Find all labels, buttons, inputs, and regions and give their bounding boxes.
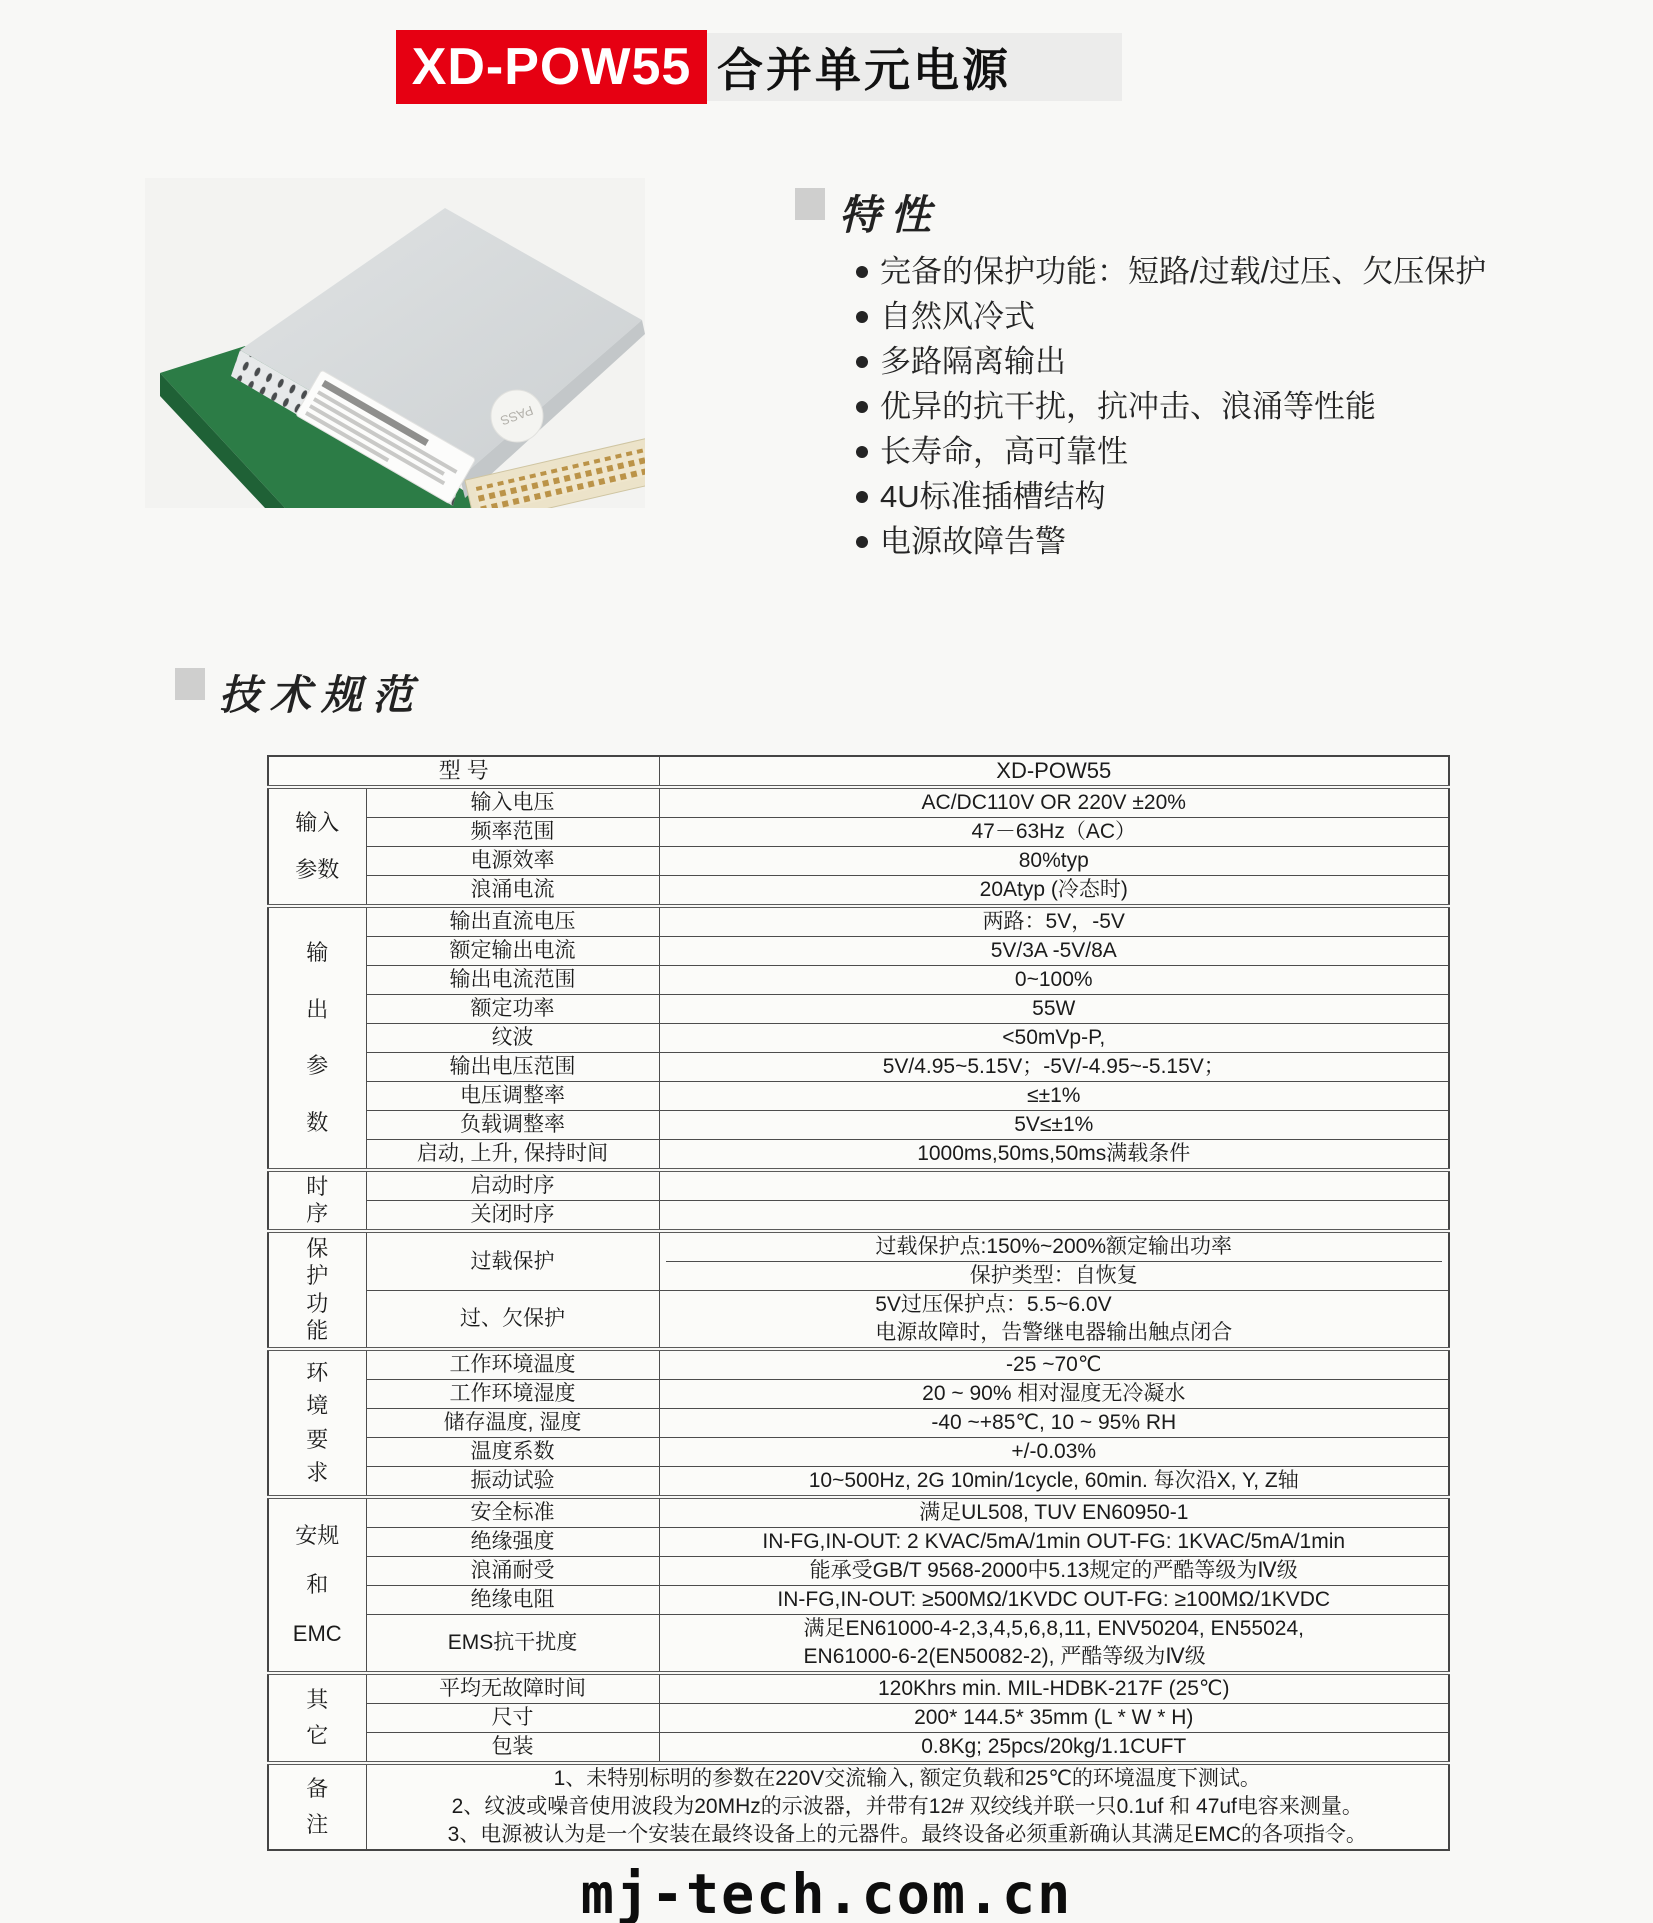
spec-group-line: EMC (292, 1621, 342, 1646)
table-row (268, 787, 1449, 818)
spec-value: 20Atyp (冷态时) (659, 876, 1449, 907)
spec-group-line: 功 (306, 1290, 329, 1316)
bullet-icon (856, 356, 868, 368)
feature-text: 电源故障告警 (880, 524, 1066, 559)
bullet-icon (856, 491, 868, 503)
table-row (268, 906, 1449, 937)
spec-param: 输出直流电压 (366, 906, 659, 937)
spec-group-line: 安规 (295, 1523, 340, 1548)
table-row (268, 756, 1449, 787)
spec-group-line: 时 (306, 1174, 329, 1199)
remark-line: 1、未特别标明的参数在220V交流输入, 额定负载和25℃的环境温度下测试。 (553, 1767, 1261, 1790)
spec-group-line: 保 (306, 1235, 329, 1261)
feature-text: 优异的抗干扰，抗冲击、浪涌等性能 (880, 389, 1376, 424)
table-row (268, 1409, 1449, 1438)
spec-value: ≤±1% (659, 1082, 1449, 1111)
spec-param: 输入电压 (366, 787, 659, 818)
table-row (268, 1467, 1449, 1498)
spec-value (659, 1201, 1449, 1232)
feature-text: 自然风冷式 (880, 299, 1035, 334)
bullet-icon (856, 401, 868, 413)
spec-group (268, 787, 366, 906)
spec-value-line: 满足EN61000-4-2,3,4,5,6,8,11, ENV50204, EN55024, (803, 1617, 1304, 1640)
spec-group-line: 出 (306, 996, 329, 1022)
feature-text: 长寿命，高可靠性 (880, 434, 1128, 469)
spec-group-text (269, 1351, 366, 1495)
table-row (268, 1349, 1449, 1380)
spec-value: 55W (659, 995, 1449, 1024)
table-row (268, 1231, 1449, 1291)
feature-text: 多路隔离输出 (880, 344, 1066, 379)
svg-text:PASS: PASS (498, 402, 536, 429)
table-row (268, 847, 1449, 876)
spec-value: 47－63Hz（AC） (659, 818, 1449, 847)
spec-param: 电源效率 (366, 847, 659, 876)
table-row (268, 1053, 1449, 1082)
features-bullet-icon (795, 188, 825, 220)
table-row (268, 1763, 1449, 1850)
spec-param: EMS抗干扰度 (366, 1615, 659, 1674)
bullet-icon (856, 536, 868, 548)
spec-group-line: 参 (306, 1053, 329, 1079)
spec-value: 能承受GB/T 9568-2000中5.13规定的严酷等级为Ⅳ级 (659, 1557, 1449, 1586)
spec-value: AC/DC110V OR 220V ±20% (659, 787, 1449, 818)
remark-line: 2、纹波或噪音使用波段为20MHz的示波器，并带有12# 双绞线并联一只0.1uf 和 47uf电容来测量。 (451, 1795, 1363, 1818)
feature-item (856, 381, 1576, 426)
spec-group-line: 其 (306, 1686, 329, 1712)
table-row (268, 1201, 1449, 1232)
feature-item (856, 516, 1576, 561)
spec-param: 浪涌耐受 (366, 1557, 659, 1586)
bullet-icon (856, 311, 868, 323)
spec-param: 工作环境温度 (366, 1349, 659, 1380)
spec-param: 输出电压范围 (366, 1053, 659, 1082)
spec-value: XD-POW55 (659, 756, 1449, 787)
table-row (268, 937, 1449, 966)
spec-param: 额定输出电流 (366, 937, 659, 966)
table-row (268, 1704, 1449, 1733)
spec-value: 0~100% (659, 966, 1449, 995)
spec-value (659, 1615, 1449, 1674)
feature-item (856, 336, 1576, 381)
table-row (268, 995, 1449, 1024)
spec-param: 温度系数 (366, 1438, 659, 1467)
spec-value: 两路：5V，-5V (659, 906, 1449, 937)
spec-group-line: 它 (306, 1723, 329, 1749)
spec-group-line: 注 (306, 1812, 329, 1837)
spec-group-line: 参数 (295, 856, 340, 882)
spec-value: +/-0.03% (659, 1438, 1449, 1467)
spec-value: 10~500Hz, 2G 10min/1cycle, 60min. 每次沿X, Y, Z轴 (659, 1467, 1449, 1498)
features-list (856, 246, 1576, 561)
spec-value: IN-FG,IN-OUT: 2 KVAC/5mA/1min OUT-FG: 1KVAC/5mA/1min (659, 1528, 1449, 1557)
table-row (268, 1615, 1449, 1674)
spec-value-line: 5V过压保护点：5.5~6.0V (875, 1293, 1112, 1316)
spec-group (268, 1673, 366, 1763)
table-row (268, 1733, 1449, 1764)
table-row (268, 1082, 1449, 1111)
features-title: 特性 (839, 191, 941, 239)
table-row (268, 1380, 1449, 1409)
model-badge: XD-POW55 (396, 30, 707, 104)
features-section-header (795, 182, 941, 241)
spec-value: 200* 144.5* 35mm (L * W * H) (659, 1704, 1449, 1733)
spec-group-line: 境 (306, 1393, 329, 1419)
spec-value: 5V/3A -5V/8A (659, 937, 1449, 966)
table-row (268, 1111, 1449, 1140)
spec-param: 工作环境湿度 (366, 1380, 659, 1409)
spec-group-text (269, 1233, 366, 1347)
table-row (268, 876, 1449, 907)
spec-param: 纹波 (366, 1024, 659, 1053)
spec-group-text (269, 789, 366, 904)
feature-text: 完备的保护功能：短路/过载/过压、欠压保护 (880, 254, 1487, 289)
spec-param: 浪涌电流 (366, 876, 659, 907)
table-row (268, 1528, 1449, 1557)
spec-param: 频率范围 (366, 818, 659, 847)
spec-table (267, 755, 1450, 1851)
spec-param: 安全标准 (366, 1497, 659, 1528)
spec-group-line: 输入 (295, 810, 340, 836)
spec-group-line: 环 (306, 1359, 329, 1385)
spec-group-line: 和 (306, 1572, 329, 1597)
spec-group-line: 求 (306, 1460, 329, 1486)
spec-param: 额定功率 (366, 995, 659, 1024)
spec-group-line: 要 (306, 1426, 329, 1452)
spec-value: 80%typ (659, 847, 1449, 876)
spec-group-text (269, 1675, 366, 1761)
table-row (268, 1291, 1449, 1350)
spec-param: 过、欠保护 (366, 1291, 659, 1350)
spec-value: 20 ~ 90% 相对湿度无冷凝水 (659, 1380, 1449, 1409)
spec-value: 0.8Kg; 25pcs/20kg/1.1CUFT (659, 1733, 1449, 1764)
table-row (268, 1586, 1449, 1615)
spec-group (268, 1170, 366, 1231)
spec-group-text (269, 1765, 366, 1849)
spec-group-line: 数 (306, 1110, 329, 1136)
specs-bullet-icon (175, 668, 205, 700)
footer-url: mj-tech.com.cn (580, 1862, 1073, 1923)
device-illustration (145, 178, 645, 508)
spec-param: 包装 (366, 1733, 659, 1764)
spec-value (659, 1231, 1449, 1291)
spec-group-line: 能 (306, 1318, 329, 1344)
spec-group-line: 输 (306, 939, 329, 965)
spec-group-line: 备 (306, 1776, 329, 1801)
spec-value-block (875, 1291, 1232, 1347)
spec-group (268, 1497, 366, 1673)
specs-title: 技术规范 (219, 671, 423, 719)
spec-param: 电压调整率 (366, 1082, 659, 1111)
page-title-text: 合并单元电源 (707, 33, 1122, 101)
spec-param: 振动试验 (366, 1467, 659, 1498)
spec-group-line: 护 (306, 1263, 329, 1289)
table-row (268, 1024, 1449, 1053)
spec-value: 120Khrs min. MIL-HDBK-217F (25℃) (659, 1673, 1449, 1704)
spec-param: 关闭时序 (366, 1201, 659, 1232)
spec-group-text (269, 1172, 366, 1229)
feature-item (856, 426, 1576, 471)
spec-value-line: 过载保护点:150%~200%额定输出功率 (875, 1235, 1233, 1258)
spec-value-line: 保护类型：自恢复 (666, 1261, 1443, 1290)
bullet-icon (856, 446, 868, 458)
spec-value: -40 ~+85℃, 10 ~ 95% RH (659, 1409, 1449, 1438)
spec-value: 满足UL508, TUV EN60950-1 (659, 1497, 1449, 1528)
feature-text: 4U标准插槽结构 (880, 479, 1106, 514)
spec-value: 5V≤±1% (659, 1111, 1449, 1140)
spec-param: 储存温度, 湿度 (366, 1409, 659, 1438)
spec-value: 1000ms,50ms,50ms满载条件 (659, 1140, 1449, 1171)
spec-param: 启动时序 (366, 1170, 659, 1201)
spec-param: 绝缘强度 (366, 1528, 659, 1557)
spec-param: 负载调整率 (366, 1111, 659, 1140)
bullet-icon (856, 266, 868, 278)
spec-group (268, 1763, 366, 1850)
spec-param: 尺寸 (366, 1704, 659, 1733)
feature-item (856, 291, 1576, 336)
spec-value: IN-FG,IN-OUT: ≥500MΩ/1KVDC OUT-FG: ≥100MΩ/1KVDC (659, 1586, 1449, 1615)
spec-value-line: EN61000-6-2(EN50082-2), 严酷等级为Ⅳ级 (803, 1645, 1206, 1668)
table-row (268, 966, 1449, 995)
spec-value-block (804, 1615, 1304, 1671)
spec-value (659, 1170, 1449, 1201)
table-row (268, 1497, 1449, 1528)
spec-value: -25 ~70℃ (659, 1349, 1449, 1380)
table-row (268, 1557, 1449, 1586)
remark-cell (366, 1763, 1449, 1850)
spec-param: 型 号 (268, 756, 659, 787)
spec-group-line: 序 (306, 1201, 329, 1226)
spec-value (659, 1291, 1449, 1350)
spec-value: <50mVp-P, (659, 1024, 1449, 1053)
pass-sticker (491, 390, 543, 442)
feature-item (856, 471, 1576, 516)
spec-param: 平均无故障时间 (366, 1673, 659, 1704)
spec-group-text (269, 1499, 366, 1671)
spec-value-line: 电源故障时，告警继电器输出触点闭合 (875, 1321, 1233, 1344)
spec-group-text (269, 908, 366, 1168)
page-title (396, 30, 1122, 104)
spec-param: 输出电流范围 (366, 966, 659, 995)
table-row (268, 1673, 1449, 1704)
remark-line: 3、电源被认为是一个安装在最终设备上的元器件。最终设备必须重新确认其满足EMC的各项指令。 (447, 1823, 1367, 1846)
spec-value: 5V/4.95~5.15V；-5V/-4.95~-5.15V； (659, 1053, 1449, 1082)
spec-group (268, 906, 366, 1170)
feature-item (856, 246, 1576, 291)
table-row (268, 1438, 1449, 1467)
table-row (268, 1170, 1449, 1201)
spec-group (268, 1349, 366, 1497)
product-photo (145, 178, 645, 508)
spec-param: 启动, 上升, 保持时间 (366, 1140, 659, 1171)
spec-param: 绝缘电阻 (366, 1586, 659, 1615)
specs-section-header (175, 662, 423, 721)
spec-group (268, 1231, 366, 1349)
table-row (268, 818, 1449, 847)
table-row (268, 1140, 1449, 1171)
spec-param: 过载保护 (366, 1231, 659, 1291)
